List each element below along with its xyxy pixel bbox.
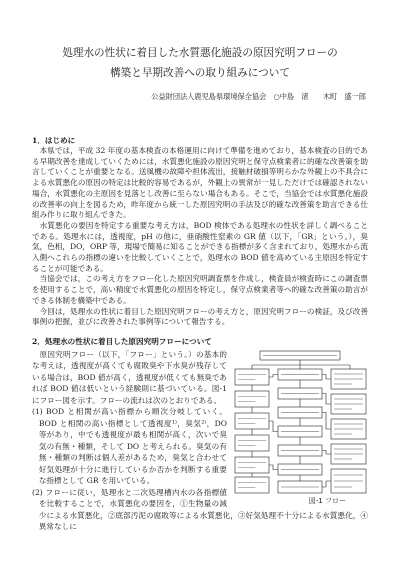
section-1-paragraph: 水質悪化の要因を特定する重要な考え方は，BOD 検体である処理水の性状を詳しく調べることである。処理水には，透視度，pH の他に，亜硝酸性窒素の GR 値（以下，「GR」という。），臭気，色相，DO，ORP 等，現場で簡易に知ることができる指標が多く含まれており，処理水から流入側へこれらの指標の違いを比較していくことで，処理水の BOD 値を高めている主原因を特定することが可能である。 [32,220,368,273]
flow-connector [322,393,331,404]
section-1-paragraph: 今回は，処理水の性状に着目した原因究明フローの考え方と，原因究明フローの検証，及び改善事例の把握，並びに改善された事例等について報告する。 [32,306,368,327]
section-2-paragraph: 原因究明フロー（以下，「フロー」という。）の基本的な考えは，透視度が高くても腐敗臭や下水臭が残存している場合は，BOD 値が高く，透視度が低くても無臭であれば BOD 値は低いという経験則に基づいている。図-1 にフロー図を示す。フローの流れは次のとおりである。 [32,349,227,405]
flow-connector [322,374,331,379]
flow-connector [322,450,331,454]
flow-connector [269,465,278,470]
section-2-list-item: (2) フローに従い，処理水と二次処理槽内水の各指標値を比較することで，水質悪化の要因を，①生物量の減少による水質悪化，②底部汚泥の腐敗等による水質悪化，③好気処理不十分による水質悪化，④異常なしに [32,487,368,532]
paper-title [32,43,368,83]
flow-box [235,413,269,429]
flow-connector [322,481,331,487]
paper-title-line-1: 処理水の性状に着目した水質悪化施設の原因究明フローの [62,47,338,59]
flow-connector [269,374,278,377]
section-2-list-item: (1) BOD と相関が高い指標から順次分岐していく。BOD と相関の高い指標として透視度¹⁾，臭気²⁾，DO 等があり，中でも透視度が最も相関が高く，次いで臭気の有無・種類，そして DO と考えられる。臭気の有無・種類の判断は個人差があるため，臭気と合わせて好気処理が十分に進行しているか否かを判断する重要な指標として GR を用いている。 [32,407,227,486]
flowchart-diagram [232,350,368,496]
flow-connector [269,421,278,432]
section-2-heading: 2．処理水の性状に着目した原因究明フローについて [32,336,212,346]
section-1-heading: 1．はじめに [32,136,76,145]
author-affiliation: 公益財団法人鹿児島県環境保全協会 ○中島 渚 木町 盛一郎 [151,92,366,101]
paper-page [32,43,368,533]
flow-box [235,457,269,473]
figure-1-caption: 図-1 フロー [308,496,346,505]
flow-box [235,391,269,407]
section-2-body [32,349,368,533]
section-1-paragraph: 本県では，平成 32 年度の基本検査の本格運用に向けて準備を進めており，基本検査の目的である早期改善を達成していくためには，水質悪化施設の原因究明と保守点検業者に的確な改善策を助言していくことが重要となる。送風機の故障や担体流出，接触材破損等明らかな外観上の不具合による水質悪化の原因の特定は比較的容易であるが，外観上の異常が一見しただけでは確認されない場合，水質悪化の主原因を見落とし改善に至らない場合もある。そこで，当協会では水質悪化施設の改善率の向上を図るため，昨年度から統一した原因究明の手法及び的確な改善策を助言できる仕組み作りに取り組んできた。 [32,146,368,220]
flow-box [235,369,269,385]
paper-title-line-2: 構築と早期改善への取り組みについて [110,67,290,79]
flow-box [235,435,269,451]
section-1-paragraph: 当協会では，この考え方をフロー化した原因究明調査票を作成し，検査員が検査時にこの調査票を使用することで，高い精度で水質悪化の原因を特定し，保守点検業者等へ的確な改善策の助言ができる体制を構築中である。 [32,274,368,305]
flow-connector [322,412,331,429]
figure-1 [232,350,368,506]
flow-box [235,477,269,493]
section-1-body [32,146,368,328]
